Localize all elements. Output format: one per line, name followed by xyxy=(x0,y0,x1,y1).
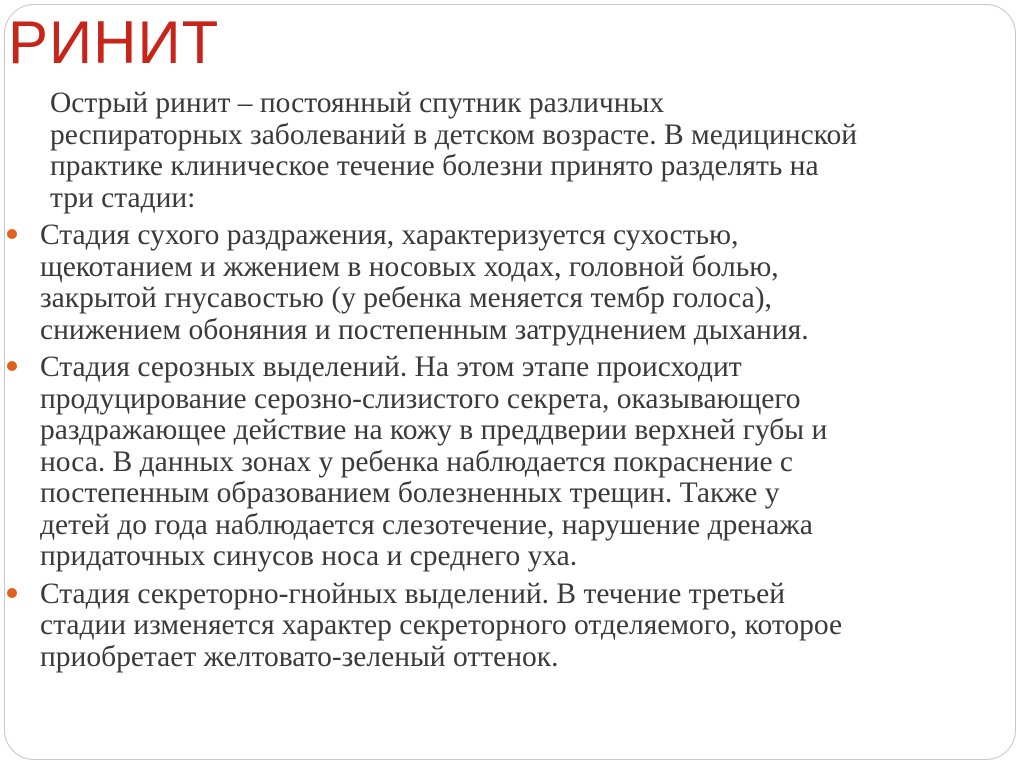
bullet-item-dry-stage xyxy=(40,220,1000,346)
bullet-line: снижением обоняния и постепенным затруднением дыхания. xyxy=(40,313,809,346)
slide-content xyxy=(40,88,1000,679)
bullet-line: Стадия серозных выделений. На этом этапе происходит xyxy=(40,351,742,383)
intro-line: три стадии: xyxy=(50,181,196,214)
bullet-dot-icon xyxy=(7,229,17,239)
intro-line: респираторных заболеваний в детском возрасте. В медицинской xyxy=(50,118,858,151)
bullet-item-purulent-stage xyxy=(40,579,1000,674)
intro-paragraph xyxy=(40,88,1000,214)
bullet-line: придаточных синусов носа и среднего уха. xyxy=(40,540,578,572)
bullet-line: Стадия секреторно-гнойных выделений. В течение третьей xyxy=(40,577,785,610)
bullet-line: носа. В данных зонах у ребенка наблюдается покраснение с xyxy=(40,445,794,478)
intro-line: Острый ринит – постоянный спутник различных xyxy=(50,87,665,119)
bullet-dot-icon xyxy=(7,588,17,598)
bullet-line: приобретает желтовато-зеленый оттенок. xyxy=(40,640,559,673)
bullet-line: стадии изменяется характер секреторного отделяемого, которое xyxy=(40,609,843,641)
bullet-line: Стадия сухого раздражения, характеризуется сухостью, xyxy=(40,219,739,251)
bullet-line: постепенным образованием болезненных трещин. Также у xyxy=(40,477,780,509)
slide-title: РИНИТ xyxy=(8,9,220,76)
bullet-line: закрытой гнусавостью (у ребенка меняется тембр голоса), xyxy=(40,282,772,314)
intro-line: практике клиническое течение болезни принято разделять на xyxy=(50,150,819,182)
bullet-line: детей до года наблюдается слезотечение, нарушение дренажа xyxy=(40,508,813,541)
bullet-line: продуцирование серозно-слизистого секрета, оказывающего xyxy=(40,382,801,415)
bullet-dot-icon xyxy=(7,361,17,371)
bullet-line: щекотанием и жжением в носовых ходах, головной болью, xyxy=(40,250,779,283)
bullet-line: раздражающее действие на кожу в преддверии верхней губы и xyxy=(40,414,828,446)
bullet-item-serous-stage xyxy=(40,352,1000,573)
